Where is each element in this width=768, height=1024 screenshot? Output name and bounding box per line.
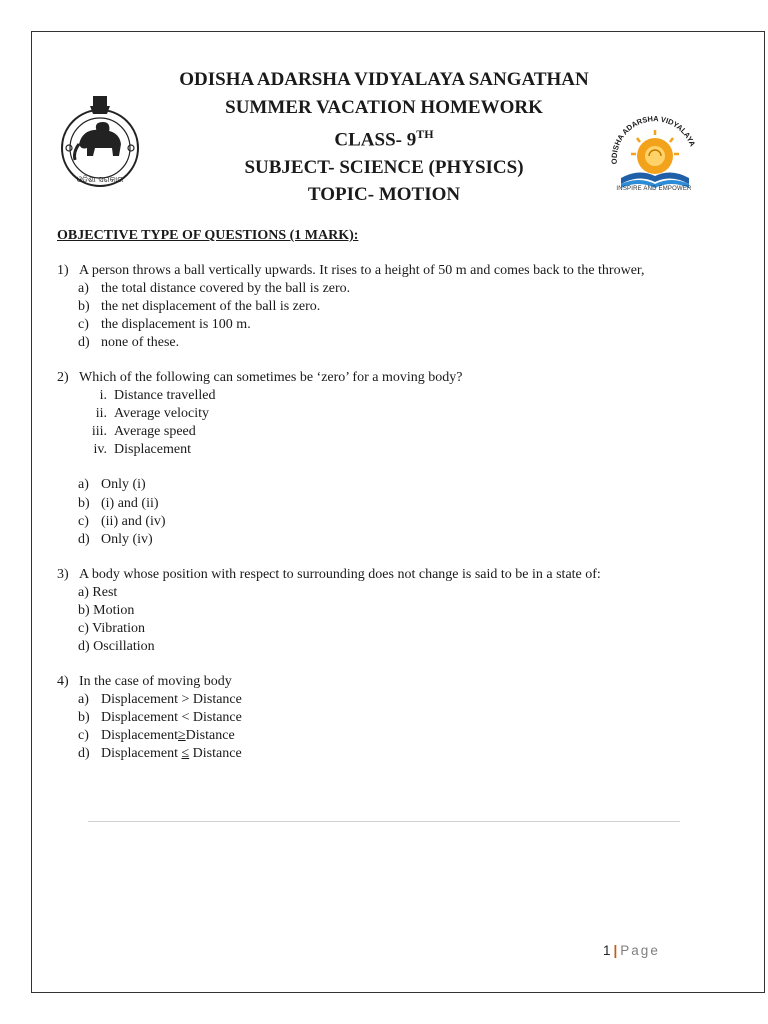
item-text: Displacement xyxy=(114,442,191,458)
option-label: b) xyxy=(78,495,90,511)
footer-divider xyxy=(88,821,680,822)
option-label: b) xyxy=(78,299,90,315)
option xyxy=(57,727,242,745)
question-text: A body whose position with respect to surrounding does not change is said to be in a state of: xyxy=(79,567,601,582)
class-label: CLASS- 9 xyxy=(334,129,417,151)
option xyxy=(57,602,601,620)
list-item xyxy=(57,387,462,405)
option xyxy=(57,531,462,549)
option xyxy=(57,298,645,316)
option-text: Displacement < Distance xyxy=(101,710,242,726)
option-label: d) xyxy=(78,639,90,655)
option xyxy=(57,709,242,727)
question-number: 1) xyxy=(57,263,69,278)
option-text: the displacement is 100 m. xyxy=(101,317,251,333)
option xyxy=(57,495,462,513)
option-text: (i) and (ii) xyxy=(101,495,159,511)
option-label: a) xyxy=(78,585,89,601)
item-label: iv. xyxy=(93,442,107,458)
option-text: Only (i) xyxy=(101,477,146,493)
class-superscript: TH xyxy=(416,127,434,141)
page-footer xyxy=(603,943,660,958)
option-text: none of these. xyxy=(101,335,180,351)
homework-title: SUMMER VACATION HOMEWORK xyxy=(225,96,543,118)
question-4 xyxy=(57,673,242,763)
list-item xyxy=(57,423,462,441)
option-text: (ii) and (iv) xyxy=(101,513,166,529)
option-label: a) xyxy=(78,281,89,297)
option-label: a) xyxy=(78,692,89,708)
option xyxy=(57,691,242,709)
option-text: the total distance covered by the ball is zero. xyxy=(101,281,351,297)
question-text: A person throws a ball vertically upwards. It rises to a height of 50 m and comes back to the thrower, xyxy=(79,263,645,278)
option-label: c) xyxy=(78,317,89,333)
option-text: Only (iv) xyxy=(101,531,153,547)
logo-arc-text: ODISHA ADARSHA VIDYALAYA xyxy=(609,114,698,165)
question-text: Which of the following can sometimes be ‘zero’ for a moving body? xyxy=(79,370,463,385)
option xyxy=(57,316,645,334)
list-item xyxy=(57,441,462,459)
option-label: d) xyxy=(78,531,90,547)
list-item xyxy=(57,405,462,423)
question-number: 3) xyxy=(57,567,69,582)
option-label: d) xyxy=(78,335,90,351)
option-label: d) xyxy=(78,746,90,762)
item-text: Average speed xyxy=(114,424,196,440)
option xyxy=(57,334,645,352)
page-label: Page xyxy=(620,943,660,958)
option-label: b) xyxy=(78,710,90,726)
option xyxy=(57,584,601,602)
item-text: Distance travelled xyxy=(114,388,216,404)
option-symbol: ≤ xyxy=(181,746,190,762)
org-name: ODISHA ADARSHA VIDYALAYA SANGATHAN xyxy=(179,69,589,90)
option-symbol: ≥ xyxy=(177,728,186,744)
option-text: Distance xyxy=(189,746,242,762)
option xyxy=(57,620,601,638)
option xyxy=(57,745,242,763)
option xyxy=(57,476,462,494)
subject-heading: SUBJECT- SCIENCE (PHYSICS) xyxy=(244,156,524,178)
item-text: Average velocity xyxy=(114,406,209,422)
item-label: iii. xyxy=(91,424,107,440)
option-text: Vibration xyxy=(92,621,145,637)
option-label: a) xyxy=(78,477,89,493)
emblem-text: ଓଡ଼ିଶା ସରକାର xyxy=(76,175,124,184)
option-text: Displacement > Distance xyxy=(101,692,242,708)
option-text: the net displacement of the ball is zero. xyxy=(101,299,321,315)
question-number: 2) xyxy=(57,370,69,385)
question-3 xyxy=(57,566,601,656)
option xyxy=(57,638,601,656)
option-label: c) xyxy=(78,513,89,529)
logo-tagline: INSPIRE AND EMPOWER xyxy=(616,186,692,192)
page-separator: | xyxy=(613,943,618,958)
option-text: Oscillation xyxy=(93,639,155,655)
option-label: c) xyxy=(78,621,89,637)
question-text: In the case of moving body xyxy=(79,674,232,689)
question-1 xyxy=(57,262,645,352)
option-text: Distance xyxy=(185,728,235,744)
oav-sun-book-logo-icon xyxy=(607,104,699,196)
option xyxy=(57,513,462,531)
option-text: Displacement xyxy=(101,728,178,744)
item-label: i. xyxy=(99,388,107,404)
question-2 xyxy=(57,369,462,549)
page-number: 1 xyxy=(603,943,611,958)
question-number: 4) xyxy=(57,674,69,689)
option-text: Motion xyxy=(93,603,135,619)
option-text: Displacement xyxy=(101,746,182,762)
topic-heading: TOPIC- MOTION xyxy=(307,184,461,206)
option xyxy=(57,280,645,298)
option-label: b) xyxy=(78,603,90,619)
option-label: c) xyxy=(78,728,89,744)
section-title: OBJECTIVE TYPE OF QUESTIONS (1 MARK): xyxy=(57,228,359,243)
item-label: ii. xyxy=(95,406,107,422)
option-text: Rest xyxy=(92,585,118,601)
